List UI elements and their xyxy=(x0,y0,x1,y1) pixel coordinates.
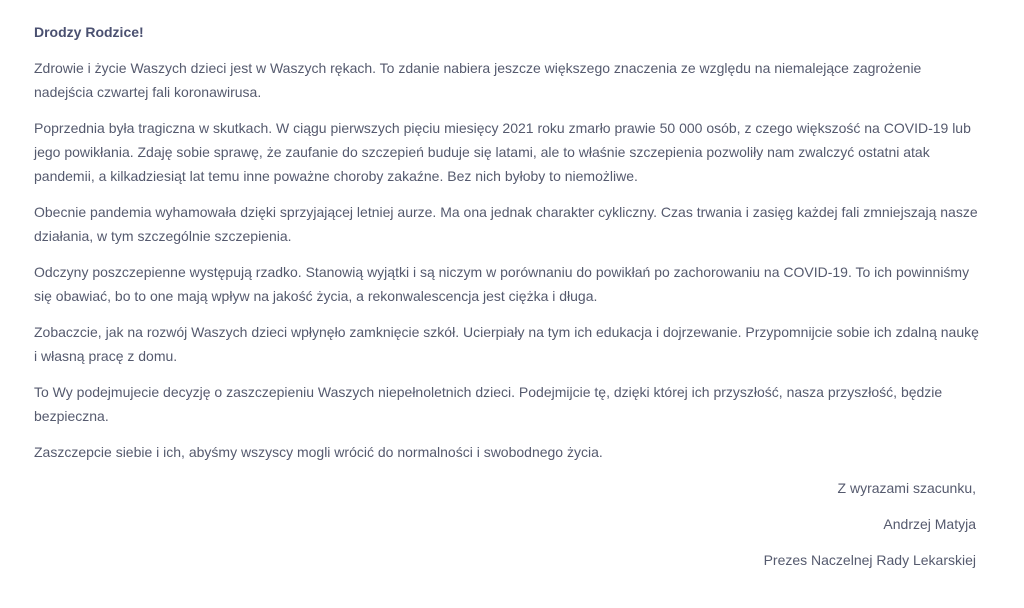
letter-paragraph-4: Odczyny poszczepienne występują rzadko. Stanowią wyjątki i są niczym w porównaniu do powikłań po zachorowaniu na COVID-19. To ich powinniśmy się obawiać, bo to one mają wpływ na jakość życia, a rekonwalescencja jest ciężka i długa. xyxy=(34,264,970,304)
signature-name: Andrzej Matyja xyxy=(883,516,976,532)
letter-greeting: Drodzy Rodzice! xyxy=(34,24,144,40)
letter-paragraph-2: Poprzednia była tragiczna w skutkach. W ciągu pierwszych pięciu miesięcy 2021 roku zmarło prawie 50 000 osób, z czego większość na COVID-19 lub jego powikłania. Zdaję sobie sprawę, że zaufanie do szczepień buduje się latami, ale to właśnie szczepienia pozwoliły nam zwalczyć ostatni atak pandemii, a kilkadziesiąt lat temu inne poważne choroby zakaźne. Bez nich byłoby to niemożliwe. xyxy=(34,120,971,184)
letter-closing: Z wyrazami szacunku, xyxy=(837,480,976,496)
letter-paragraph-3: Obecnie pandemia wyhamowała dzięki sprzyjającej letniej aurze. Ma ona jednak charakter cykliczny. Czas trwania i zasięg każdej fali zmniejszają nasze działania, w tym szczególnie szczepienia. xyxy=(34,204,978,244)
letter-paragraph-7: Zaszczepcie siebie i ich, abyśmy wszyscy mogli wrócić do normalności i swobodnego życia. xyxy=(34,444,603,460)
letter xyxy=(34,20,984,584)
signature-title: Prezes Naczelnej Rady Lekarskiej xyxy=(763,552,976,568)
letter-paragraph-1: Zdrowie i życie Waszych dzieci jest w Waszych rękach. To zdanie nabiera jeszcze większego znaczenia ze względu na niemalejące zagrożenie nadejścia czwartej fali koronawirusa. xyxy=(34,60,922,100)
letter-paragraph-5: Zobaczcie, jak na rozwój Waszych dzieci wpłynęło zamknięcie szkół. Ucierpiały na tym ich edukacja i dojrzewanie. Przypomnijcie sobie ich zdalną naukę i własną pracę z domu. xyxy=(34,324,979,364)
letter-paragraph-6: To Wy podejmujecie decyzję o zaszczepieniu Waszych niepełnoletnich dzieci. Podejmijcie tę, dzięki której ich przyszłość, nasza przyszłość, będzie bezpieczna. xyxy=(34,384,943,424)
